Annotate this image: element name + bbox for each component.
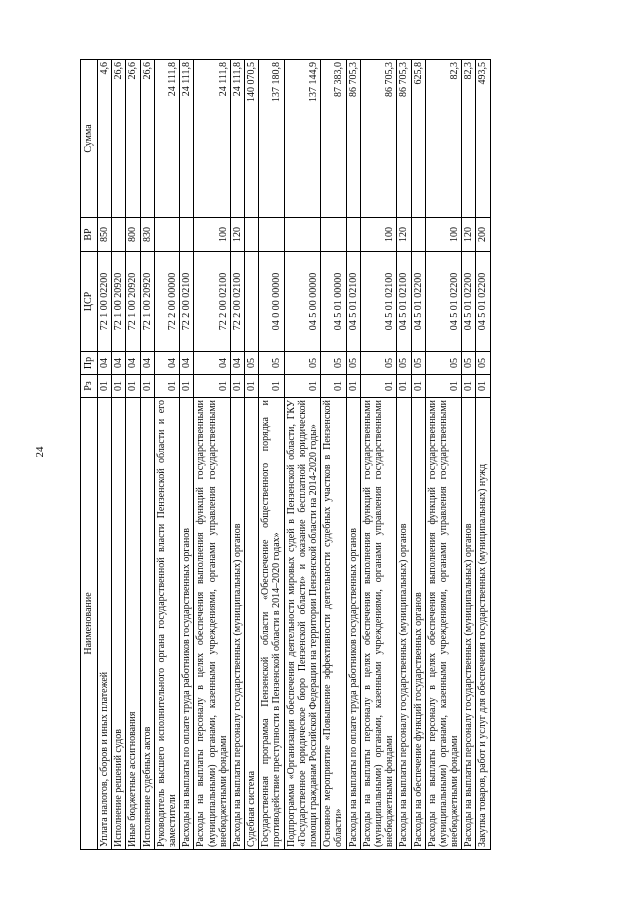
cell-rz: 01: [411, 375, 425, 398]
cell-csr: 72 2 00 02100: [230, 252, 244, 352]
cell-rz: 01: [462, 375, 476, 398]
table-row: [462, 60, 476, 850]
cell-csr: 72 1 00 20920: [140, 252, 154, 352]
cell-pr: 04: [140, 352, 154, 375]
cell-pr: 04: [230, 352, 244, 375]
cell-csr: 04 5 01 02100: [360, 252, 397, 352]
cell-vr: 830: [140, 218, 154, 252]
cell-pr: 05: [397, 352, 411, 375]
cell-sum: 82,3: [462, 60, 476, 218]
cell-csr: [245, 252, 259, 352]
table-row: [126, 60, 140, 850]
cell-vr: [180, 218, 194, 252]
header-name: Наименование: [81, 398, 98, 850]
cell-sum: 24 111,8: [194, 60, 231, 218]
cell-csr: 72 2 00 00000: [154, 252, 179, 352]
table-row: [230, 60, 244, 850]
cell-pr: 04: [126, 352, 140, 375]
cell-rz: 01: [321, 375, 346, 398]
cell-name: Уплата налогов, сборов и иных платежей: [98, 398, 112, 850]
cell-pr: 05: [321, 352, 346, 375]
cell-sum: 24 111,8: [180, 60, 194, 218]
table-row: [425, 60, 462, 850]
cell-name: Исполнение решений судов: [112, 398, 126, 850]
table-row: [140, 60, 154, 850]
cell-pr: 05: [346, 352, 360, 375]
cell-rz: 01: [194, 375, 231, 398]
cell-pr: 05: [425, 352, 462, 375]
cell-vr: [259, 218, 284, 252]
cell-pr: 05: [462, 352, 476, 375]
cell-csr: 72 2 00 02100: [180, 252, 194, 352]
cell-sum: 82,3: [425, 60, 462, 218]
cell-name: Расходы на выплаты персоналу в целях обеспечения выполнения функций государственными (муниципальными) органами, казенными учреждениями, органами управления государственными внебюджетными фондами: [360, 398, 397, 850]
cell-csr: 04 5 01 02200: [476, 252, 490, 352]
table-row: [98, 60, 112, 850]
cell-csr: 04 5 01 02200: [411, 252, 425, 352]
cell-csr: 04 5 01 02200: [425, 252, 462, 352]
cell-csr: 04 5 01 02100: [346, 252, 360, 352]
cell-rz: 01: [360, 375, 397, 398]
table-row: [321, 60, 346, 850]
cell-csr: 72 1 00 20920: [126, 252, 140, 352]
cell-name: Расходы на обеспечение функций государственных органов: [411, 398, 425, 850]
cell-sum: 87 383,0: [321, 60, 346, 218]
cell-rz: 01: [230, 375, 244, 398]
cell-pr: 05: [411, 352, 425, 375]
cell-pr: 05: [284, 352, 321, 375]
cell-vr: [154, 218, 179, 252]
cell-sum: 137 180,8: [259, 60, 284, 218]
cell-rz: 01: [126, 375, 140, 398]
cell-sum: 140 070,5: [245, 60, 259, 218]
cell-sum: 26,6: [112, 60, 126, 218]
table-row: [397, 60, 411, 850]
cell-sum: 86 705,3: [346, 60, 360, 218]
cell-pr: 05: [360, 352, 397, 375]
cell-pr: 05: [476, 352, 490, 375]
cell-vr: [245, 218, 259, 252]
budget-table: [80, 59, 491, 850]
cell-csr: 04 5 00 00000: [284, 252, 321, 352]
cell-rz: 01: [397, 375, 411, 398]
cell-sum: 26,6: [126, 60, 140, 218]
cell-csr: 72 2 00 02100: [194, 252, 231, 352]
table-body: [98, 60, 491, 850]
cell-vr: 100: [425, 218, 462, 252]
table-row: [154, 60, 179, 850]
table-row: [194, 60, 231, 850]
cell-name: Закупка товаров, работ и услуг для обеспечения государственных (муниципальных) нужд: [476, 398, 490, 850]
cell-rz: 01: [284, 375, 321, 398]
cell-sum: 26,6: [140, 60, 154, 218]
cell-sum: 625,8: [411, 60, 425, 218]
cell-name: Расходы на выплаты по оплате труда работников государственных органов: [180, 398, 194, 850]
cell-vr: 100: [194, 218, 231, 252]
table-row: [476, 60, 490, 850]
cell-name: Иные бюджетные ассигнования: [126, 398, 140, 850]
cell-vr: 100: [360, 218, 397, 252]
cell-name: Подпрограмма «Организация обеспечения деятельности мировых судей в Пензенской области, ГКУ «Государственное юридическое бюро Пензенской области» и оказание бесплатной юридической помощи гражданам Российской Федерации на территории Пензенской области на 2014-2020 годы»: [284, 398, 321, 850]
page-number: 24: [34, 446, 46, 458]
cell-name: Расходы на выплаты персоналу в целях обеспечения выполнения функций государственными (муниципальными) органами, казенными учреждениями, органами управления государственными внебюджетными фондами: [425, 398, 462, 850]
cell-rz: 01: [140, 375, 154, 398]
cell-vr: [321, 218, 346, 252]
cell-vr: [112, 218, 126, 252]
cell-name: Расходы на выплаты персоналу государственных (муниципальных) органов: [397, 398, 411, 850]
table-header-row: [81, 60, 98, 850]
cell-vr: [284, 218, 321, 252]
cell-vr: 120: [230, 218, 244, 252]
cell-name: Расходы на выплаты персоналу государственных (муниципальных) органов: [230, 398, 244, 850]
cell-sum: 24 111,8: [154, 60, 179, 218]
cell-pr: 05: [245, 352, 259, 375]
cell-rz: 01: [346, 375, 360, 398]
cell-sum: 86 705,3: [360, 60, 397, 218]
cell-pr: 04: [194, 352, 231, 375]
table-row: [259, 60, 284, 850]
cell-csr: 72 1 00 20920: [112, 252, 126, 352]
cell-pr: 05: [259, 352, 284, 375]
cell-name: Расходы на выплаты персоналу в целях обеспечения выполнения функций государственными (муниципальными) органами, казенными учреждениями, органами управления государственными внебюджетными фондами: [194, 398, 231, 850]
cell-vr: 200: [476, 218, 490, 252]
cell-rz: 01: [245, 375, 259, 398]
header-pr: Пр: [81, 352, 98, 375]
table-row: [180, 60, 194, 850]
cell-rz: 01: [112, 375, 126, 398]
cell-pr: 04: [112, 352, 126, 375]
cell-sum: 86 705,3: [397, 60, 411, 218]
table-row: [346, 60, 360, 850]
cell-vr: 800: [126, 218, 140, 252]
cell-csr: 04 5 01 02200: [462, 252, 476, 352]
cell-csr: 04 5 01 02100: [397, 252, 411, 352]
cell-sum: 24 111,8: [230, 60, 244, 218]
header-vr: ВР: [81, 218, 98, 252]
cell-vr: 120: [397, 218, 411, 252]
cell-csr: 04 0 00 00000: [259, 252, 284, 352]
table-row: [245, 60, 259, 850]
cell-name: Исполнение судебных актов: [140, 398, 154, 850]
header-csr: ЦСР: [81, 252, 98, 352]
table-row: [112, 60, 126, 850]
cell-rz: 01: [180, 375, 194, 398]
cell-csr: 04 5 01 00000: [321, 252, 346, 352]
cell-name: Государственная программа Пензенской области «Обеспечение общественного порядка и противодействие преступности в Пензенской области в 2014–2020 годах»: [259, 398, 284, 850]
cell-vr: 850: [98, 218, 112, 252]
cell-name: Расходы на выплаты персоналу государственных (муниципальных) органов: [462, 398, 476, 850]
cell-vr: [346, 218, 360, 252]
cell-sum: 137 144,9: [284, 60, 321, 218]
table-row: [360, 60, 397, 850]
table-row: [411, 60, 425, 850]
cell-sum: 4,6: [98, 60, 112, 218]
cell-pr: 04: [154, 352, 179, 375]
cell-rz: 01: [154, 375, 179, 398]
header-rz: Рз: [81, 375, 98, 398]
cell-rz: 01: [98, 375, 112, 398]
cell-name: Основное мероприятие «Повышение эффективности деятельности судебных участков в Пензенской области»: [321, 398, 346, 850]
cell-name: Руководитель высшего исполнительного органа государственной власти Пензенской области и его заместители: [154, 398, 179, 850]
cell-vr: [411, 218, 425, 252]
cell-csr: 72 1 00 02200: [98, 252, 112, 352]
cell-rz: 01: [476, 375, 490, 398]
header-sum: Сумма: [81, 60, 98, 218]
rotated-table-container: [80, 60, 491, 850]
cell-rz: 01: [425, 375, 462, 398]
cell-vr: 120: [462, 218, 476, 252]
cell-name: Судебная система: [245, 398, 259, 850]
cell-pr: 04: [98, 352, 112, 375]
cell-sum: 493,5: [476, 60, 490, 218]
cell-name: Расходы на выплаты по оплате труда работников государственных органов: [346, 398, 360, 850]
cell-pr: 04: [180, 352, 194, 375]
cell-rz: 01: [259, 375, 284, 398]
table-row: [284, 60, 321, 850]
